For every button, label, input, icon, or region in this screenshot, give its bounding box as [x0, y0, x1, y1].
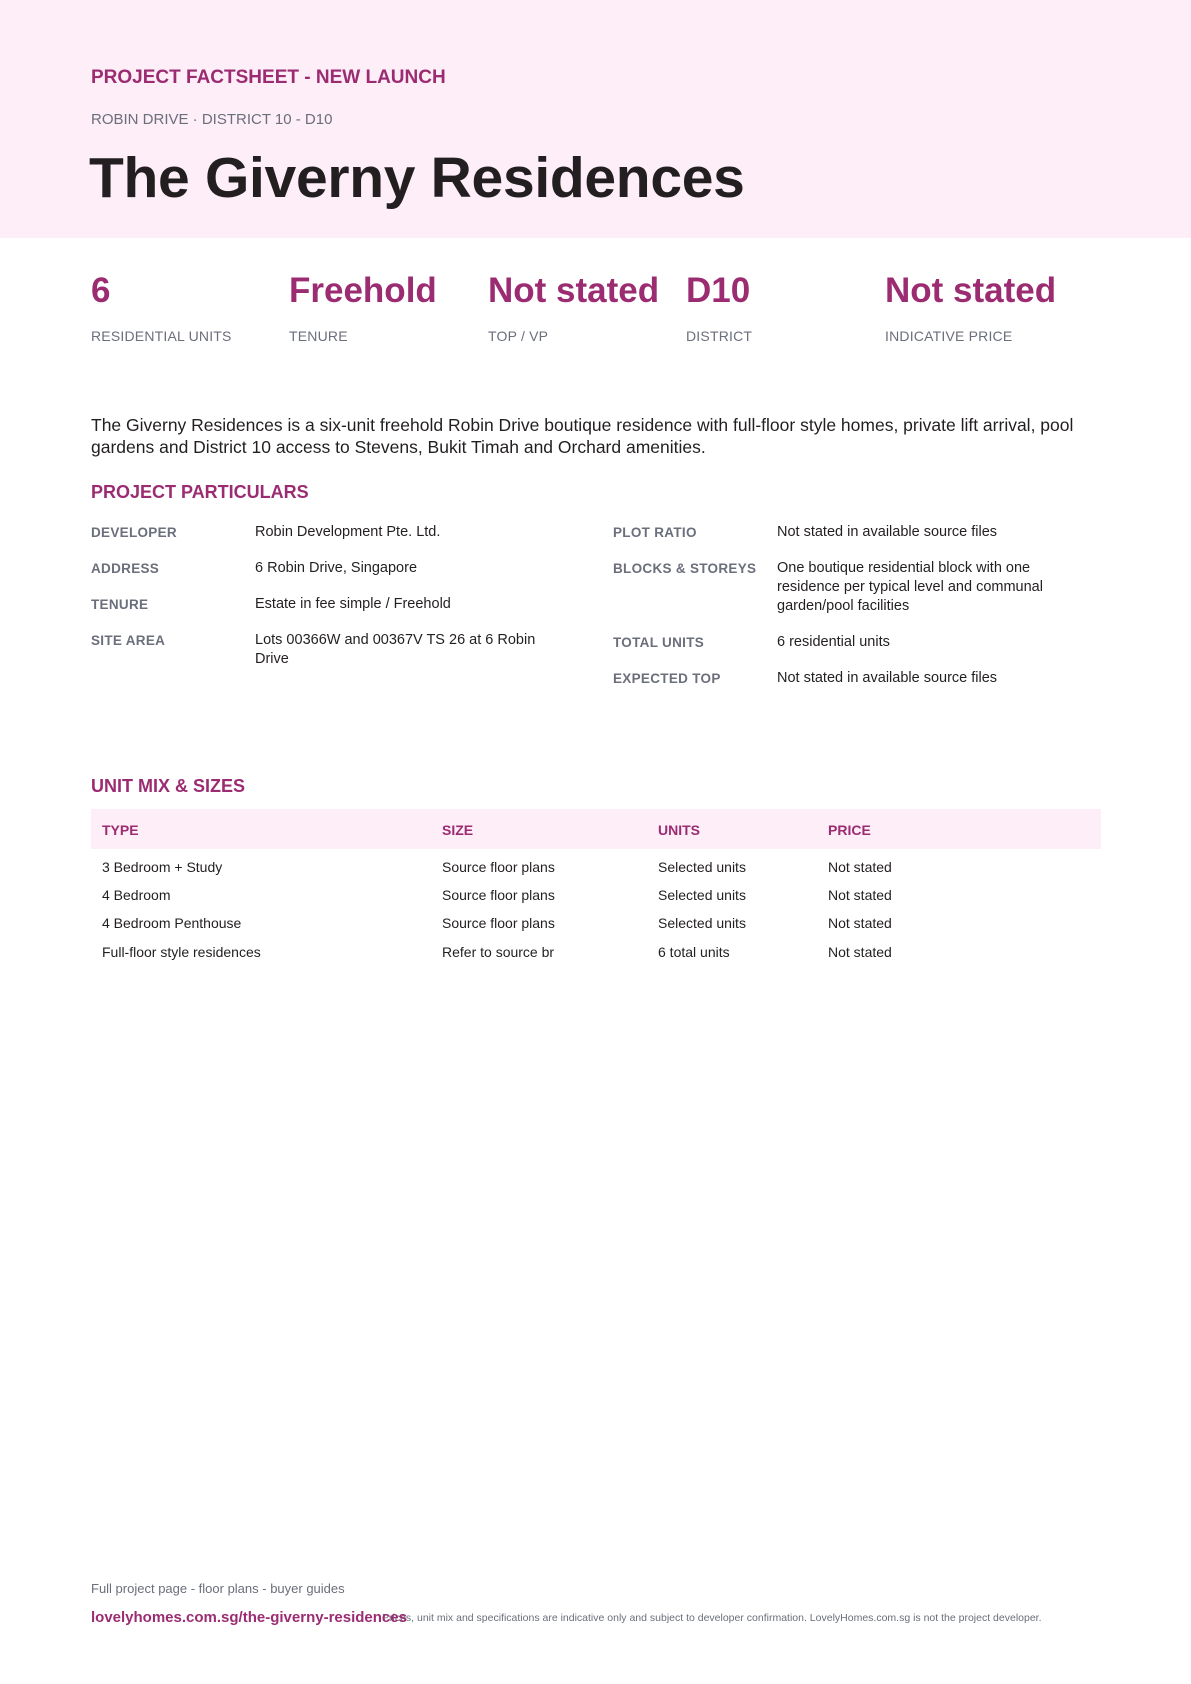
cell-size: Source floor plans [442, 887, 555, 903]
stat-value: D10 [686, 271, 751, 310]
stat-indicative-price [885, 272, 1075, 344]
column-header-price: PRICE [828, 822, 871, 838]
stat-value: Not stated [488, 271, 660, 310]
project-page-link[interactable]: lovelyhomes.com.sg/the-giverny-residences [91, 1609, 407, 1626]
factsheet-kicker: PROJECT FACTSHEET - NEW LAUNCH [91, 67, 446, 88]
stat-top-vp [488, 272, 678, 344]
particular-value-plot-ratio: Not stated in available source files [777, 524, 998, 540]
column-header-type: TYPE [102, 822, 139, 838]
unit-mix-heading: UNIT MIX & SIZES [91, 776, 246, 796]
stat-residential-units [91, 272, 281, 344]
stat-label: TENURE [289, 327, 348, 344]
page-title: The Giverny Residences [89, 146, 745, 210]
particular-label: PLOT RATIO [613, 525, 697, 540]
particular-label: ADDRESS [91, 561, 160, 576]
particular-value-site-area: Lots 00366W and 00367V TS 26 at 6 Robin Drive [255, 632, 536, 667]
cell-units: Selected units [658, 859, 746, 875]
footer-disclaimer: Prices, unit mix and specifications are indicative only and subject to developer confirmation. LovelyHomes.com.sg is not the project developer. [382, 1612, 1042, 1624]
cell-price: Not stated [828, 944, 892, 960]
stat-label: RESIDENTIAL UNITS [91, 327, 232, 344]
cell-size: Refer to source br [442, 944, 555, 960]
table-row [91, 887, 1101, 909]
project-summary: The Giverny Residences is a six-unit freehold Robin Drive boutique residence with full-floor style homes, private lift arrival, pool gardens and District 10 access to Stevens, Bukit Timah and Orchard amenities. [91, 415, 1074, 457]
particulars-heading: PROJECT PARTICULARS [91, 482, 309, 502]
cell-price: Not stated [828, 859, 892, 875]
particular-value-address: 6 Robin Drive, Singapore [255, 560, 418, 576]
particular-label: DEVELOPER [91, 525, 177, 540]
cell-type: 4 Bedroom Penthouse [102, 915, 242, 931]
cell-units: Selected units [658, 915, 746, 931]
particular-value-blocks-storeys: One boutique residential block with one residence per typical level and communal garden/pool facilities [777, 560, 1043, 614]
stat-value: 6 [91, 271, 111, 310]
particular-label: TOTAL UNITS [613, 635, 705, 650]
particular-value-expected-top: Not stated in available source files [777, 670, 998, 686]
cell-type: 4 Bedroom [102, 887, 171, 903]
particular-value-total-units: 6 residential units [777, 634, 890, 650]
column-header-units: UNITS [658, 822, 700, 838]
cell-size: Source floor plans [442, 915, 555, 931]
stat-value: Not stated [885, 271, 1057, 310]
cell-type: Full-floor style residences [102, 944, 261, 960]
table-row [91, 915, 1101, 937]
stat-label: DISTRICT [686, 327, 753, 344]
stat-district [686, 272, 876, 344]
particular-label: BLOCKS & STOREYS [613, 561, 757, 576]
stat-value: Freehold [289, 271, 437, 310]
cell-price: Not stated [828, 887, 892, 903]
cell-price: Not stated [828, 915, 892, 931]
particular-label: EXPECTED TOP [613, 671, 721, 686]
stat-label: INDICATIVE PRICE [885, 327, 1013, 344]
cell-units: 6 total units [658, 944, 730, 960]
column-header-size: SIZE [442, 822, 474, 838]
stat-tenure [289, 272, 479, 344]
cell-type: 3 Bedroom + Study [102, 859, 223, 875]
location-line: ROBIN DRIVE · DISTRICT 10 - D10 [91, 111, 333, 128]
cell-size: Source floor plans [442, 859, 555, 875]
particular-label: SITE AREA [91, 633, 166, 648]
hero-banner [0, 0, 1191, 238]
particular-value-tenure: Estate in fee simple / Freehold [255, 596, 451, 612]
table-row [91, 859, 1101, 881]
table-row [91, 944, 1101, 966]
particular-label: TENURE [91, 597, 149, 612]
particular-value-developer: Robin Development Pte. Ltd. [255, 524, 441, 540]
stat-label: TOP / VP [488, 327, 549, 344]
footer-note: Full project page - floor plans - buyer guides [91, 1581, 345, 1596]
unit-mix-table-header [91, 809, 1101, 849]
cell-units: Selected units [658, 887, 746, 903]
